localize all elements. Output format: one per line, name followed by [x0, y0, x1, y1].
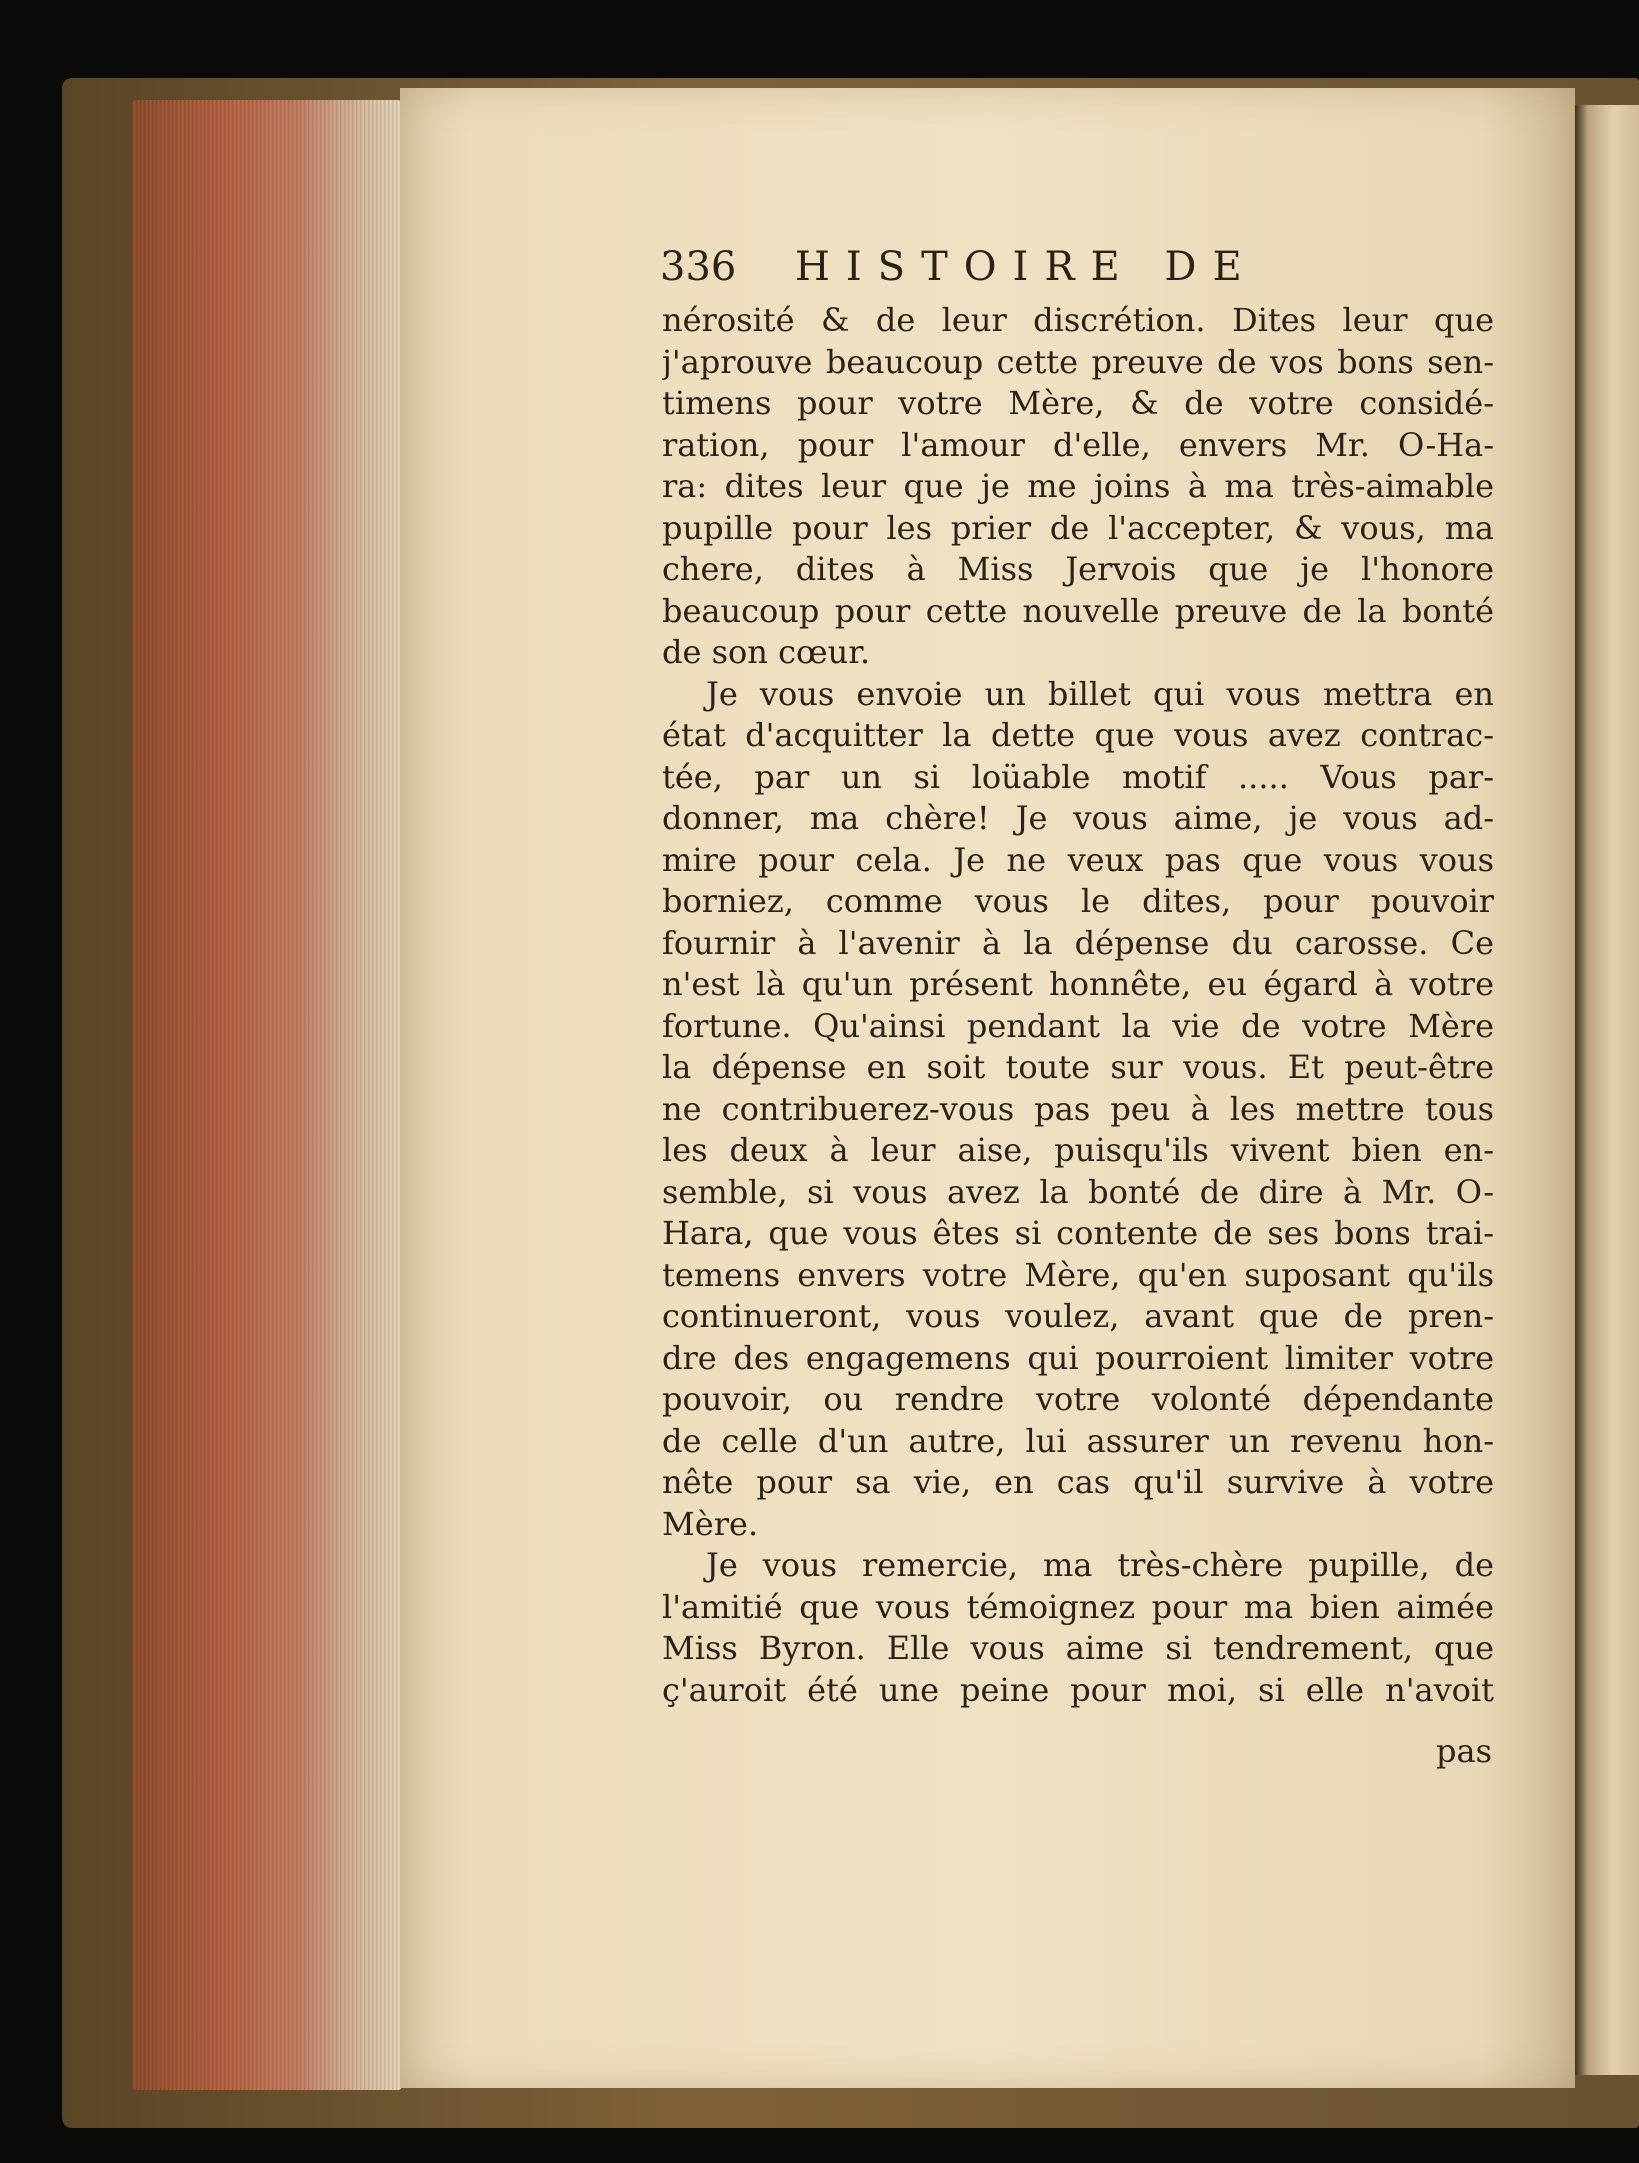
text-line: ration, pour l'amour d'elle, envers Mr. O-Ha-: [662, 425, 1494, 464]
text-line: la dépense en soit toute sur vous. Et peut-être: [662, 1048, 1494, 1086]
text-line: Mère.: [662, 1504, 759, 1543]
text-line: dre des engagemens qui pourroient limiter votre: [662, 1338, 1494, 1377]
text-line: semble, si vous avez la bonté de dire à Mr. O-: [662, 1172, 1494, 1211]
text-line: état d'acquitter la dette que vous avez contrac-: [662, 716, 1494, 754]
text-line: les deux à leur aise, puisqu'ils vivent bien en-: [662, 1131, 1494, 1169]
text-line: ç'auroit été une peine pour moi, si elle n'avoit: [662, 1670, 1494, 1709]
text-line: borniez, comme vous le dites, pour pouvoir: [662, 882, 1494, 920]
text-line: de celle d'un autre, lui assurer un revenu hon-: [662, 1421, 1494, 1460]
text-line: fortune. Qu'ainsi pendant la vie de votre Mère: [662, 1006, 1494, 1045]
page-number: 336: [660, 244, 737, 290]
text-line: mire pour cela. Je ne veux pas que vous vous: [662, 840, 1494, 879]
text-line: Je vous envoie un billet qui vous mettra en: [706, 674, 1494, 713]
text-line: temens envers votre Mère, qu'en suposant qu'ils: [662, 1255, 1494, 1294]
text-line: n'est là qu'un présent honnête, eu égard à votre: [662, 965, 1494, 1003]
catchword: pas: [1436, 1732, 1492, 1770]
text-line: j'aprouve beaucoup cette preuve de vos bons sen-: [662, 342, 1494, 381]
text-line: ra: dites leur que je me joins à ma très-aimable: [662, 467, 1494, 505]
text-line: donner, ma chère! Je vous aime, je vous ad-: [662, 799, 1494, 837]
body-text: [662, 300, 1494, 1711]
page-header: [660, 240, 1530, 300]
facing-page-edge: [1575, 105, 1639, 2075]
text-line: Je vous remercie, ma très-chère pupille, de: [706, 1546, 1494, 1584]
text-line: l'amitié que vous témoignez pour ma bien aimée: [662, 1587, 1494, 1626]
text-line: continueront, vous voulez, avant que de pren-: [662, 1297, 1494, 1335]
text-line: pouvoir, ou rendre votre volonté dépendante: [662, 1380, 1494, 1418]
text-line: Hara, que vous êtes si contente de ses bons trai-: [662, 1214, 1494, 1252]
page-block-edge: [132, 100, 402, 2090]
text-line: Miss Byron. Elle vous aime si tendrement, que: [662, 1629, 1494, 1667]
text-line: chere, dites à Miss Jervois que je l'honore: [662, 550, 1494, 588]
text-line: de son cœur.: [662, 633, 871, 671]
text-line: nête pour sa vie, en cas qu'il survive à votre: [662, 1463, 1494, 1501]
text-line: beaucoup pour cette nouvelle preuve de la bonté: [662, 591, 1494, 630]
text-line: pupille pour les prier de l'accepter, & vous, ma: [662, 508, 1494, 547]
text-line: ne contribuerez-vous pas peu à les mettre tous: [662, 1089, 1494, 1128]
running-title: HISTOIRE DE: [795, 244, 1258, 290]
text-line: fournir à l'avenir à la dépense du carosse. Ce: [662, 923, 1494, 962]
text-line: nérosité & de leur discrétion. Dites leur que: [662, 301, 1494, 339]
text-line: tée, par un si loüable motif ..... Vous par-: [662, 757, 1494, 796]
text-line: timens pour votre Mère, & de votre considé-: [662, 384, 1494, 422]
